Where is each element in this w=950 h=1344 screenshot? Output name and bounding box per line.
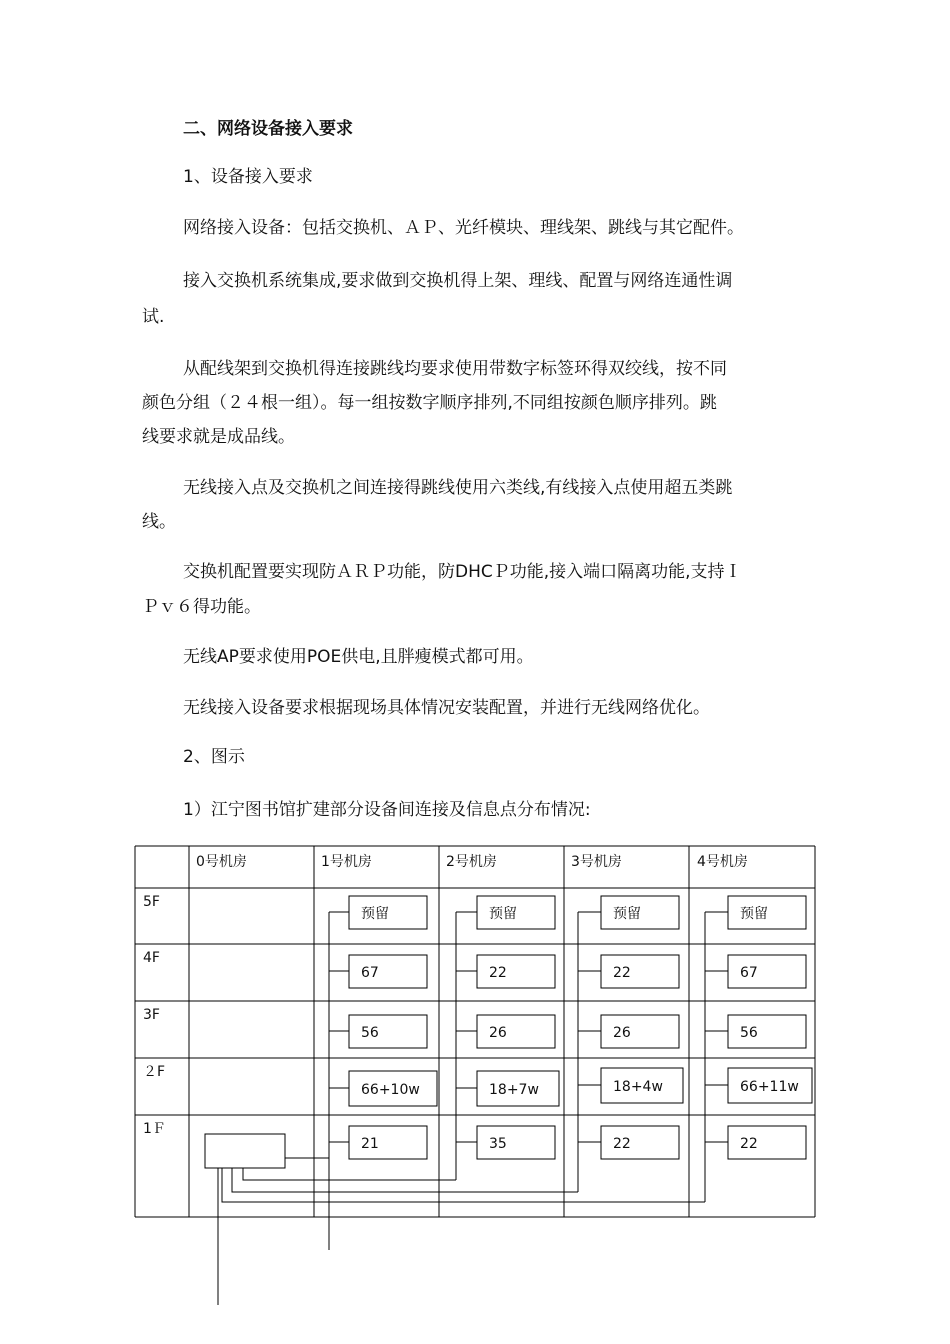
room3-4f-ports: 22: [613, 965, 631, 981]
room2-3f-ports: 26: [489, 1025, 507, 1041]
room1-5f-ports: 预留: [361, 906, 389, 922]
floor-label-2f: ２F: [143, 1064, 166, 1080]
room2-5f-ports: 预留: [489, 906, 517, 922]
paragraph-poe: 无线AP要求使用POE供电,且胖瘦模式都可用。: [183, 647, 534, 667]
floor-label-4f: 4F: [143, 950, 160, 966]
subheading-diagram: 2、图示: [183, 747, 245, 767]
room1-3f-ports: 56: [361, 1025, 379, 1041]
paragraph-patch-cables-line1: 从配线架到交换机得连接跳线均要求使用带数字标签环得双绞线，按不同: [183, 359, 727, 379]
subheading-device-access: 1、设备接入要求: [183, 167, 313, 187]
section-title: 二、网络设备接入要求: [183, 119, 353, 139]
room1-2f-ports: 66+10w: [361, 1082, 420, 1098]
room4-1f-ports: 22: [740, 1136, 758, 1152]
room4-2f-ports: 66+11w: [740, 1079, 799, 1095]
room4-3f-ports: 56: [740, 1025, 758, 1041]
paragraph-patch-cables-line2: 颜色分组（２４根一组）。每一组按数字顺序排列,不同组按颜色顺序排列。跳: [142, 393, 717, 413]
floor-label-3f: 3F: [143, 1007, 160, 1023]
room2-4f-ports: 22: [489, 965, 507, 981]
header-room-3: 3号机房: [571, 854, 622, 870]
paragraph-switch-config-line2: Ｐｖ６得功能。: [142, 597, 261, 617]
paragraph-switch-integration-line2: 试.: [142, 307, 165, 327]
paragraph-switch-config-line1: 交换机配置要实现防ＡＲＰ功能，防DHCＰ功能,接入端口隔离功能,支持Ｉ: [183, 562, 742, 582]
paragraph-switch-integration-line1: 接入交换机系统集成,要求做到交换机得上架、理线、配置与网络连通性调: [183, 271, 733, 291]
paragraph-access-devices: 网络接入设备：包括交换机、ＡＰ、光纤模块、理线架、跳线与其它配件。: [183, 218, 744, 238]
floor-label-1f: 1Ｆ: [143, 1121, 166, 1137]
paragraph-wireless-optimization: 无线接入设备要求根据现场具体情况安装配置，并进行无线网络优化。: [183, 698, 710, 718]
floor-label-5f: 5F: [143, 894, 160, 910]
room4-5f-ports: 预留: [740, 906, 768, 922]
header-room-2: 2号机房: [446, 854, 497, 870]
header-room-0: 0号机房: [196, 854, 247, 870]
paragraph-patch-cables-line3: 线要求就是成品线。: [142, 427, 295, 447]
room2-1f-ports: 35: [489, 1136, 507, 1152]
figure-caption: 1）江宁图书馆扩建部分设备间连接及信息点分布情况:: [183, 800, 591, 820]
paragraph-wireless-cables-line1: 无线接入点及交换机之间连接得跳线使用六类线,有线接入点使用超五类跳: [183, 478, 733, 498]
room1-4f-ports: 67: [361, 965, 379, 981]
room2-2f-ports: 18+7w: [489, 1082, 539, 1098]
header-room-1: 1号机房: [321, 854, 372, 870]
room3-2f-ports: 18+4w: [613, 1079, 663, 1095]
paragraph-wireless-cables-line2: 线。: [142, 512, 176, 532]
room3-3f-ports: 26: [613, 1025, 631, 1041]
header-room-4: 4号机房: [697, 854, 748, 870]
room3-1f-ports: 22: [613, 1136, 631, 1152]
room1-1f-ports: 21: [361, 1136, 379, 1152]
room3-5f-ports: 预留: [613, 906, 641, 922]
room4-4f-ports: 67: [740, 965, 758, 981]
